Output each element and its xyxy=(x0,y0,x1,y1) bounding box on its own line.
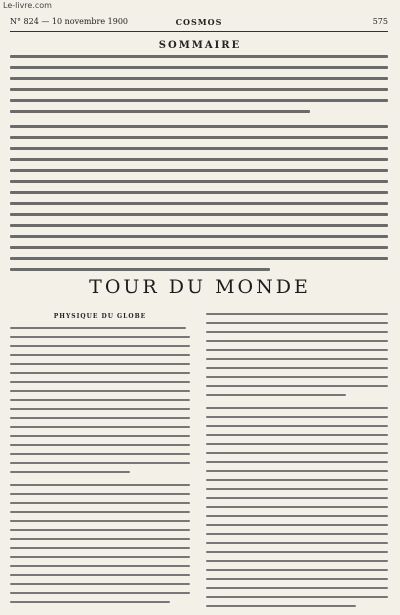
text-line xyxy=(206,340,388,342)
text-line xyxy=(206,569,388,571)
text-line xyxy=(206,443,388,445)
sommaire-title: SOMMAIRE xyxy=(158,40,242,51)
text-line xyxy=(10,426,190,428)
text-line xyxy=(10,547,190,549)
text-line xyxy=(206,506,388,508)
text-line xyxy=(10,147,388,150)
text-line xyxy=(206,331,388,333)
text-line xyxy=(206,461,388,463)
left-column xyxy=(10,311,190,611)
text-line xyxy=(10,77,388,80)
text-line xyxy=(10,601,170,603)
text-line xyxy=(10,529,190,531)
text-line xyxy=(10,565,190,567)
text-line xyxy=(206,551,388,553)
text-line xyxy=(10,417,190,419)
text-line xyxy=(206,358,388,360)
text-line xyxy=(10,502,190,504)
text-line xyxy=(10,345,190,347)
text-line xyxy=(10,574,190,576)
subhead-physique: PHYSIQUE DU GLOBE xyxy=(53,313,147,320)
text-line xyxy=(206,470,388,472)
text-line xyxy=(206,407,388,409)
text-line xyxy=(206,560,388,562)
text-line xyxy=(206,524,388,526)
text-line xyxy=(206,322,388,324)
text-line xyxy=(206,587,388,589)
text-line xyxy=(206,452,388,454)
issue-info: N° 824 — 10 novembre 1900 xyxy=(10,17,129,26)
text-line xyxy=(10,66,388,69)
text-line xyxy=(10,462,190,464)
text-line xyxy=(206,479,388,481)
text-line xyxy=(206,434,388,436)
text-line xyxy=(206,349,388,351)
text-line xyxy=(10,136,388,139)
text-line xyxy=(206,425,388,427)
text-line xyxy=(206,497,388,499)
text-line xyxy=(10,235,388,238)
text-line xyxy=(10,471,130,473)
text-line xyxy=(10,453,190,455)
text-line xyxy=(206,394,346,396)
text-line xyxy=(10,399,190,401)
right-column xyxy=(206,311,388,611)
sommaire-text-block xyxy=(10,53,388,275)
page-number: 575 xyxy=(372,17,388,26)
section-title: TOUR DU MONDE xyxy=(89,276,311,298)
text-line xyxy=(10,158,388,161)
text-line xyxy=(10,99,388,102)
text-line xyxy=(10,444,190,446)
text-line xyxy=(206,313,388,315)
text-line xyxy=(206,515,388,517)
text-line xyxy=(10,484,190,486)
text-line xyxy=(10,268,270,271)
text-line xyxy=(10,169,388,172)
text-line xyxy=(206,542,388,544)
text-line xyxy=(10,191,388,194)
text-line xyxy=(10,390,190,392)
text-line xyxy=(10,538,190,540)
text-line xyxy=(10,125,388,128)
text-line xyxy=(10,327,186,329)
text-line xyxy=(206,367,388,369)
text-line xyxy=(206,605,356,607)
text-line xyxy=(10,55,388,58)
text-line xyxy=(10,556,190,558)
text-line xyxy=(10,372,190,374)
text-line xyxy=(10,363,190,365)
text-line xyxy=(206,416,388,418)
text-line xyxy=(206,385,388,387)
text-line xyxy=(10,336,190,338)
text-line xyxy=(206,533,388,535)
text-line xyxy=(10,408,190,410)
watermark-text: Le-livre.com xyxy=(3,1,52,10)
header-rule xyxy=(10,31,388,32)
page-header xyxy=(10,17,388,29)
text-line xyxy=(206,488,388,490)
text-line xyxy=(10,213,388,216)
text-line xyxy=(10,511,190,513)
text-line xyxy=(206,578,388,580)
text-line xyxy=(206,376,388,378)
text-line xyxy=(10,180,388,183)
text-line xyxy=(10,257,388,260)
text-line xyxy=(10,583,190,585)
text-line xyxy=(10,224,388,227)
text-line xyxy=(10,110,310,113)
text-line xyxy=(206,596,388,598)
text-line xyxy=(10,381,190,383)
text-line xyxy=(10,592,190,594)
text-line xyxy=(10,520,190,522)
text-line xyxy=(10,435,190,437)
journal-title: COSMOS xyxy=(175,17,223,27)
text-line xyxy=(10,354,190,356)
text-line xyxy=(10,88,388,91)
text-line xyxy=(10,493,190,495)
text-line xyxy=(10,202,388,205)
text-line xyxy=(10,246,388,249)
